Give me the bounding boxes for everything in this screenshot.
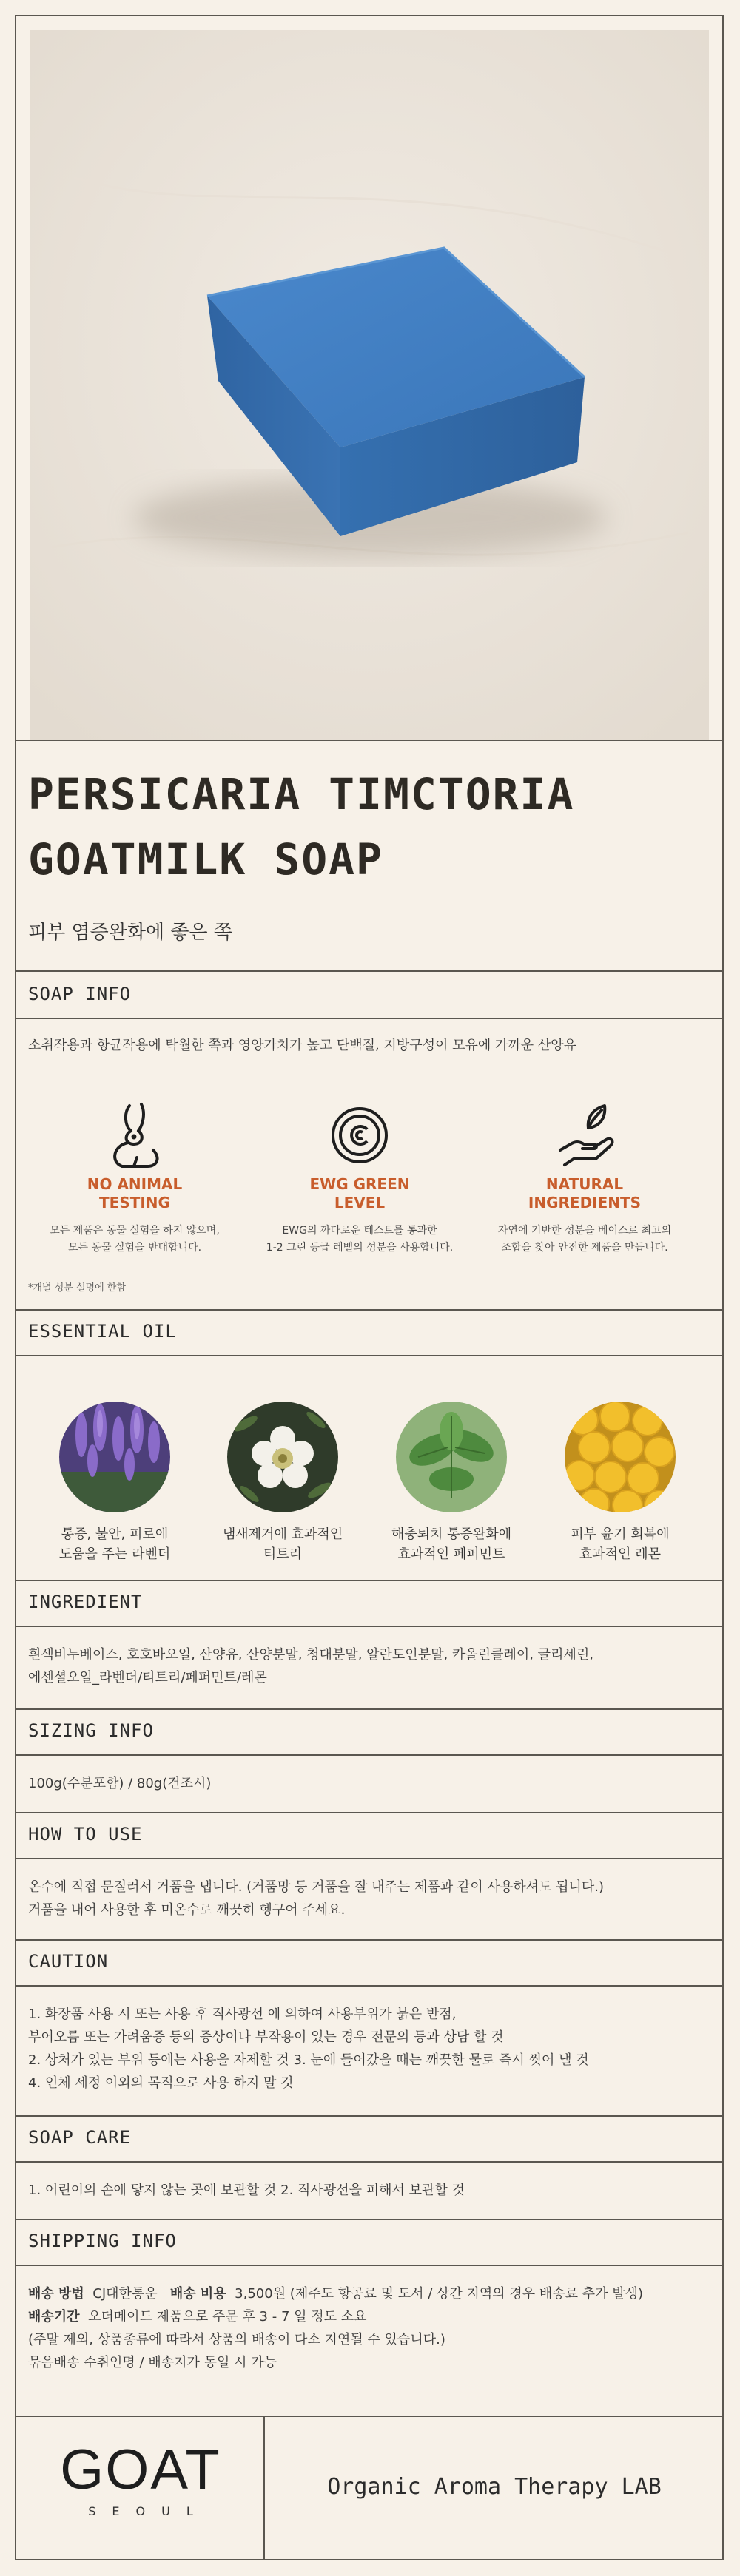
divider: [15, 1812, 724, 1813]
essential-oil-title: ESSENTIAL OIL: [28, 1321, 177, 1342]
oil-caption-line2: 효과적인 페퍼민트: [397, 1546, 505, 1562]
divider: [15, 2115, 724, 2117]
shipping-method-value: CJ대한통운: [92, 2286, 158, 2302]
lavender-photo: [59, 1402, 170, 1512]
caution-line4: 4. 인체 세정 이외의 목적으로 사용 하지 말 것: [28, 2075, 294, 2091]
oil-caption-line2: 효과적인 레몬: [579, 1546, 662, 1562]
logo-main-text: GOAT: [60, 2438, 221, 2501]
divider: [15, 1939, 724, 1941]
how-to-use-line1: 온수에 직접 문질러서 거품을 냅니다. (거품망 등 거품을 잘 내주는 제품과 같이 사용하셔도 됩니다.): [28, 1879, 604, 1895]
how-to-use-line2: 거품을 내어 사용한 후 미온수로 깨끗히 헹구어 주세요.: [28, 1902, 346, 1918]
oil-caption-line1: 냄새제거에 효과적인: [222, 1527, 343, 1542]
ingredient-line1: 흰색비누베이스, 호호바오일, 산양유, 산양분말, 청대분말, 알란토인분말, 카올린클레이, 글리세린,: [28, 1647, 593, 1663]
shipping-method-label: 배송 방법: [28, 2286, 84, 2302]
brand-tagline: Organic Aroma Therapy LAB: [327, 2474, 662, 2500]
feature-desc-line2: 모든 동물 실험을 반대합니다.: [67, 1242, 202, 1254]
oil-tea-tree: [209, 1402, 357, 1564]
product-subtitle: 피부 염증완화에 좋은 쪽: [28, 922, 232, 944]
feature-desc-line2: 조합을 찾아 안전한 제품을 만듭니다.: [501, 1242, 668, 1254]
shipping-period-label: 배송기간: [28, 2309, 80, 2325]
soap-info-desc: 소취작용과 항균작용에 탁월한 쪽과 영양가치가 높고 단백질, 지방구성이 모유에 가까운 산양유: [28, 1038, 577, 1053]
oil-caption-line1: 통증, 불안, 피로에: [61, 1527, 169, 1542]
divider: [15, 1309, 724, 1311]
brand-logo: [44, 2438, 237, 2518]
peppermint-photo: [396, 1402, 507, 1512]
feature-ewg-green-level: [263, 1098, 456, 1257]
feature-no-animal-testing: [38, 1098, 231, 1257]
ingredient-title: INGREDIENT: [28, 1592, 143, 1612]
feature-desc-line1: EWG의 까다로운 테스트를 통과한: [282, 1225, 437, 1237]
oil-caption-line1: 피부 윤기 회복에: [571, 1527, 670, 1542]
oil-lemon: [546, 1402, 694, 1564]
ewg-badge-icon: [326, 1098, 393, 1172]
soap-bar-illustration: [30, 30, 709, 740]
shipping-info-title: SHIPPING INFO: [28, 2231, 177, 2251]
ingredient-line2: 에센셜오일_라벤더/티트리/페퍼민트/레몬: [28, 1670, 267, 1686]
feature-desc-line1: 자연에 기반한 성분을 베이스로 최고의: [497, 1225, 672, 1237]
soap-care-title: SOAP CARE: [28, 2127, 132, 2148]
sizing-info-title: SIZING INFO: [28, 1720, 154, 1741]
caution-line1: 1. 화장품 사용 시 또는 사용 후 직사광선 에 의하여 사용부위가 붉은 반점,: [28, 2007, 457, 2022]
divider: [15, 1626, 724, 1627]
divider: [15, 1580, 724, 1581]
feature-label-line2: INGREDIENTS: [528, 1194, 642, 1211]
divider: [15, 2416, 724, 2417]
soap-info-title: SOAP INFO: [28, 984, 132, 1004]
oil-caption-line2: 도움을 주는 라벤더: [58, 1546, 171, 1562]
soap-care-text: 1. 어린이의 손에 닿지 않는 곳에 보관할 것 2. 직사광선을 피해서 보관할 것: [28, 2183, 465, 2198]
how-to-use-text: [28, 1876, 696, 1921]
feature-desc-line1: 모든 제품은 동물 실험을 하지 않으며,: [50, 1225, 220, 1237]
shipping-text: [28, 2282, 696, 2374]
caution-line2: 부어오름 또는 가려움증 등의 증상이나 부작용이 있는 경우 전문의 등과 상담 할 것: [28, 2029, 504, 2045]
feature-label-line1: EWG GREEN: [309, 1175, 410, 1193]
divider: [15, 1754, 724, 1756]
product-title-line1: PERSICARIA TIMCTORIA: [28, 769, 575, 819]
divider: [15, 1985, 724, 1987]
shipping-period-row: [28, 2305, 696, 2328]
oil-caption-line1: 해충퇴치 통증완화에: [391, 1527, 512, 1542]
product-title-line2: GOATMILK SOAP: [28, 834, 383, 885]
shipping-period-value: 오더메이드 제품으로 주문 후 3 - 7 일 정도 소요: [88, 2309, 367, 2325]
sizing-text: 100g(수분포함) / 80g(건조시): [28, 1776, 212, 1791]
oil-caption-line2: 티트리: [263, 1546, 303, 1562]
divider: [15, 2265, 724, 2266]
ingredient-text: [28, 1643, 696, 1689]
divider: [15, 1018, 724, 1019]
lemon-icon: [565, 1402, 676, 1512]
peppermint-leaf-icon: [396, 1402, 507, 1512]
tea-tree-flower-icon: [227, 1402, 338, 1512]
shipping-note: (주말 제외, 상품종류에 따라서 상품의 배송이 다소 지연될 수 있습니다.): [28, 2332, 445, 2347]
caution-text: [28, 2003, 696, 2095]
caution-title: CAUTION: [28, 1951, 109, 1972]
feature-label-line1: NATURAL: [545, 1175, 624, 1193]
how-to-use-title: HOW TO USE: [28, 1824, 143, 1845]
divider: [15, 740, 724, 741]
shipping-cost-label: 배송 비용: [169, 2286, 226, 2302]
product-photo: [30, 30, 709, 740]
divider: [15, 1858, 724, 1859]
rabbit-icon: [101, 1098, 168, 1172]
oil-lavender: [41, 1402, 189, 1564]
feature-label-line1: NO ANIMAL: [87, 1175, 183, 1193]
divider: [15, 2161, 724, 2163]
shipping-cost-value: 3,500원 (제주도 항공료 및 도서 / 상간 지역의 경우 배송료 추가 발생): [235, 2286, 644, 2302]
divider: [15, 1355, 724, 1356]
caution-line3: 2. 상처가 있는 부위 등에는 사용을 자제할 것 3. 눈에 들어갔을 때는 깨끗한 물로 즉시 씻어 낼 것: [28, 2052, 589, 2068]
feature-natural-ingredients: [488, 1098, 681, 1257]
hand-leaf-icon: [551, 1098, 618, 1172]
divider: [15, 970, 724, 972]
divider: [15, 2219, 724, 2220]
soap-info-note: *개별 성분 설명에 한함: [28, 1282, 126, 1294]
feature-label-line2: TESTING: [99, 1194, 170, 1211]
logo-sub-text: SEOUL: [88, 2504, 209, 2518]
oil-peppermint: [377, 1402, 525, 1564]
feature-label-line2: LEVEL: [334, 1194, 386, 1211]
shipping-method-row: [28, 2282, 696, 2305]
tea-tree-photo: [227, 1402, 338, 1512]
feature-desc-line2: 1-2 그린 등급 레벨의 성분을 사용합니다.: [266, 1242, 454, 1254]
divider: [15, 1708, 724, 1710]
shipping-bundle: 묶음배송 수취인명 / 배송지가 동일 시 가능: [28, 2355, 277, 2370]
lemon-photo: [565, 1402, 676, 1512]
lavender-icon: [59, 1402, 170, 1512]
